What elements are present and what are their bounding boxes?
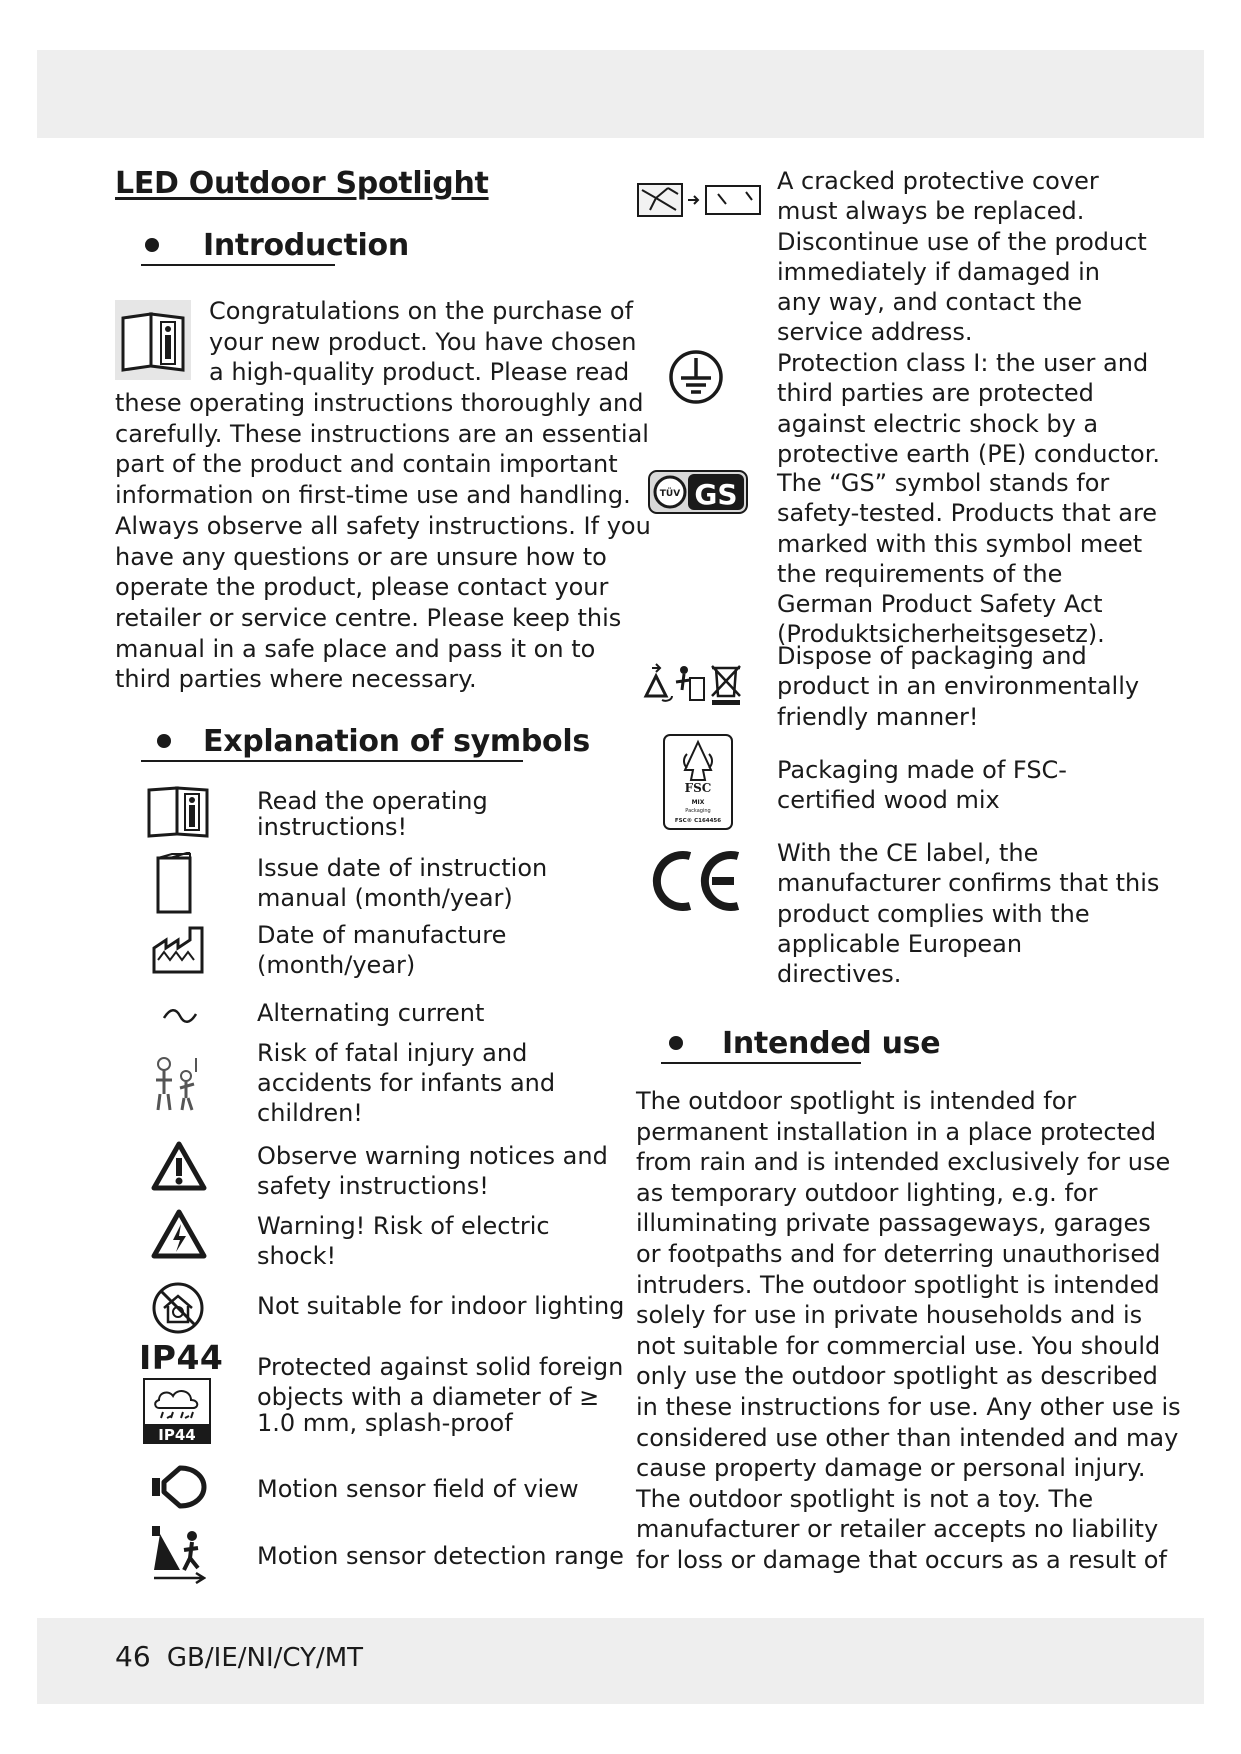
symbol-label: Read the operating instructions! xyxy=(257,787,488,841)
document-title: LED Outdoor Spotlight xyxy=(115,166,489,201)
symbol-label: Risk of fatal injury and accidents for infants and children! xyxy=(257,1039,556,1127)
symbol-label: Protection class I: the user and third parties are protected against electric shock by a protective earth (PE) conductor. xyxy=(777,349,1161,468)
sensor-range-icon xyxy=(150,1524,206,1584)
svg-text:Packaging: Packaging xyxy=(685,808,711,814)
cracked-cover-icon xyxy=(636,180,764,220)
introduction-paragraph-continued: these operating instructions thoroughly and carefully. These instructions are an essential part of the product and contain important information on first-time use and handling. Always observe all safety instructions. If you have any questions or are unsure how to operate the product, please contact your retailer or service centre. Please keep this manual in a safe place and pass it on to third parties where necessary. xyxy=(115,389,651,694)
book-info-icon xyxy=(115,300,191,380)
svg-text:GS: GS xyxy=(694,478,738,511)
symbols-heading-text: Explanation of symbols xyxy=(203,724,590,759)
recycling-icon xyxy=(640,660,748,708)
child-warning-icon xyxy=(150,1054,206,1114)
alternating-current-icon xyxy=(162,1006,198,1026)
introduction-heading-text: Introduction xyxy=(203,228,409,263)
svg-text:FSC: FSC xyxy=(684,781,712,795)
symbol-label: The “GS” symbol stands for safety-tested. Products that are marked with this symbol meet the requirements of the German Product Safety Act (Produktsicherheitsgesetz). xyxy=(777,469,1158,649)
factory-icon xyxy=(150,924,208,976)
ip44-text-icon: IP44 xyxy=(139,1338,224,1377)
intended-use-paragraph: The outdoor spotlight is intended for permanent installation in a place protected from rain and is intended exclusively for use as temporary outdoor lighting, e.g. for illuminating private passageways, garages or footpaths and for deterring unauthorised intruders. The outdoor spotlight is intended solely for use in private households and is not suitable for commercial use. You should only use the outdoor spotlight as described in these instructions for use. Any other use is considered use other than intended and may cause property damage or personal injury. The outdoor spotlight is not a toy. The manufacturer or retailer accepts no liability for loss or damage that occurs as a result of xyxy=(636,1087,1181,1574)
symbol-label: A cracked protective cover must always be replaced. Discontinue use of the product immediately if damaged in any way, and contact the service address. xyxy=(777,167,1147,347)
intended-use-heading-text: Intended use xyxy=(722,1026,941,1061)
symbol-label: Motion sensor detection range xyxy=(257,1542,624,1570)
sensor-field-icon xyxy=(150,1464,208,1510)
no-indoor-icon xyxy=(150,1280,206,1336)
fsc-icon xyxy=(663,734,733,830)
electric-shock-icon xyxy=(150,1208,208,1260)
introduction-paragraph: Congratulations on the purchase of your new product. You have chosen a high-quality product. Please read xyxy=(209,297,637,387)
ip44-icon xyxy=(143,1378,211,1444)
symbol-label: Warning! Risk of electric shock! xyxy=(257,1212,550,1270)
svg-text:TÜV: TÜV xyxy=(659,489,681,499)
protective-earth-icon xyxy=(667,348,725,406)
gs-mark-icon xyxy=(648,470,748,514)
symbol-label: Motion sensor field of view xyxy=(257,1475,579,1503)
bullet-icon xyxy=(145,238,159,252)
symbol-label: Dispose of packaging and product in an environmentally friendly manner! xyxy=(777,642,1140,731)
bullet-icon xyxy=(669,1036,683,1050)
svg-text:MIX: MIX xyxy=(691,799,705,806)
symbol-label: With the CE label, the manufacturer confirms that this product complies with the applicable European directives. xyxy=(777,839,1160,989)
svg-text:IP44: IP44 xyxy=(158,1426,196,1444)
booklet-icon xyxy=(150,852,200,916)
symbol-label: Protected against solid foreign objects with a diameter of ≥ 1.0 mm, splash-proof xyxy=(257,1353,624,1437)
symbol-label: Date of manufacture (month/year) xyxy=(257,921,507,979)
symbol-label: Not suitable for indoor lighting xyxy=(257,1292,625,1320)
warning-triangle-icon xyxy=(150,1140,208,1192)
ce-mark-icon xyxy=(650,848,746,914)
book-info-icon xyxy=(145,784,211,840)
page-footer xyxy=(115,1640,363,1673)
symbol-label: Alternating current xyxy=(257,999,485,1027)
svg-text:FSC® C164456: FSC® C164456 xyxy=(674,818,722,824)
symbol-label: Issue date of instruction manual (month/year) xyxy=(257,854,548,912)
bullet-icon xyxy=(157,734,171,748)
symbol-label: Packaging made of FSC- certified wood mix xyxy=(777,756,1067,815)
symbol-label: Observe warning notices and safety instructions! xyxy=(257,1142,608,1200)
header-band xyxy=(37,50,1204,138)
page-number: 46 xyxy=(115,1640,151,1673)
locale-codes: GB/IE/NI/CY/MT xyxy=(166,1643,364,1673)
